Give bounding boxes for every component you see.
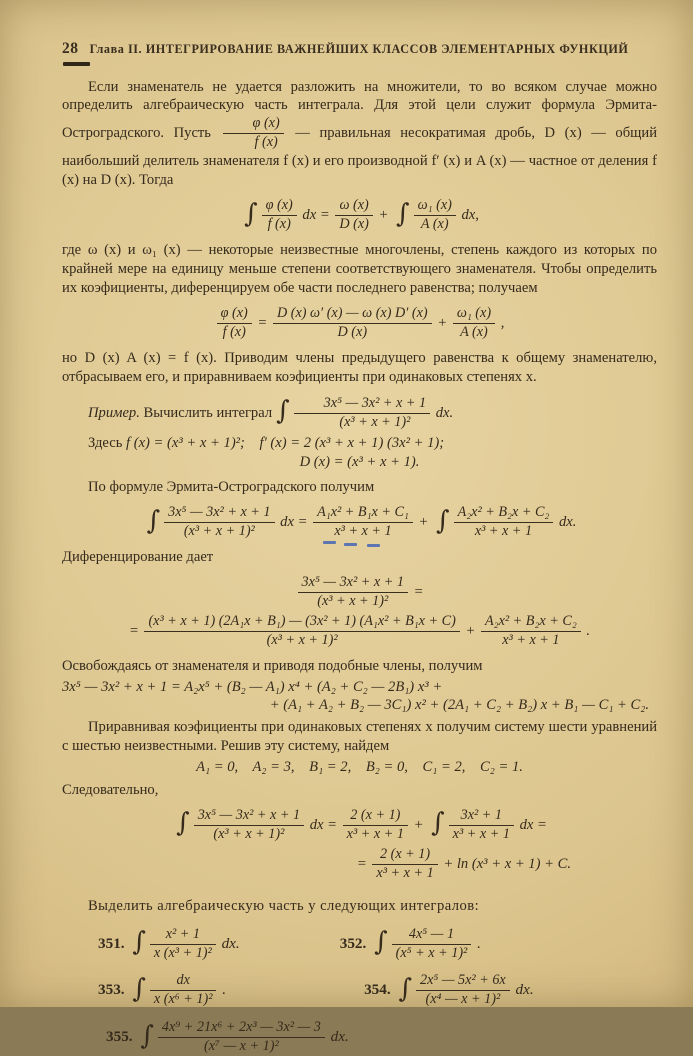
integral-sign: ∫ (374, 927, 388, 957)
fraction-denominator: f (x) (223, 134, 284, 151)
fraction-denominator: D (x) (335, 216, 373, 233)
fraction-numerator: 3x⁵ — 3x² + x + 1 (194, 808, 304, 826)
paragraph-differentiation (62, 548, 657, 567)
example-d-line (62, 453, 657, 472)
text-run: dx. (327, 1028, 349, 1045)
formula-expanded-2 (62, 697, 657, 714)
fraction-numerator: 3x⁵ — 3x² + x + 1 (294, 396, 430, 414)
fraction (416, 973, 510, 1008)
formula-ansatz (62, 504, 657, 541)
fraction-denominator: x³ + x + 1 (481, 632, 581, 649)
text-run: Выделить алгебраическую часть у следующих интегралов: (88, 898, 479, 914)
integral-sign: ∫ (132, 974, 146, 1004)
text-run: + (A₁ + A₂ + B₂ — 3C₁) x² + (2A₁ + C₂ + B₂) x + B₁ — C₁ + C₂. (270, 697, 649, 713)
fraction-denominator: x (x⁶ + 1)² (150, 991, 217, 1008)
text-run: 351. (98, 934, 128, 951)
solution-values (62, 759, 657, 776)
fraction-denominator: f (x) (217, 324, 252, 341)
fraction-denominator: (x³ + x + 1)² (298, 593, 408, 610)
formula-hermite-ostrogradsky (62, 197, 657, 234)
fraction (150, 927, 216, 962)
text-run: Освобождаясь от знаменателя и приводя подобные члены, получим (62, 658, 483, 674)
text-run: + (434, 315, 451, 331)
fraction-numerator: φ (x) (217, 306, 252, 324)
fraction-denominator: (x³ + x + 1)² (294, 414, 430, 431)
fraction-denominator: (x⁷ — x + 1)² (158, 1038, 325, 1055)
exercise-row-1 (62, 926, 657, 963)
page-number: 28 (62, 40, 79, 57)
fraction-numerator: 2x⁵ — 5x² + 6x (416, 973, 510, 991)
text-run: Приравнивая коэфициенты при одинаковых степенях x получим систему шести уравнений с шестью неизвестными. Решив эту систему, найдем (62, 719, 661, 754)
example-line (62, 395, 657, 432)
text-run: dx. (432, 404, 453, 420)
text-run: + (375, 207, 392, 223)
fraction-denominator: (x⁵ + x + 1)² (392, 945, 472, 962)
fraction (194, 808, 304, 843)
fraction-numerator: dx (150, 973, 217, 991)
text-run: 354. (364, 981, 394, 998)
text-run: Пример. (88, 404, 140, 420)
integral-sign: ∫ (276, 396, 290, 426)
fraction-numerator: 3x² + 1 (449, 808, 514, 826)
fraction-denominator: x³ + x + 1 (454, 523, 554, 540)
fraction-numerator: A₂x² + B₂x + C₂ (454, 505, 554, 523)
text-run: dx = (516, 817, 547, 833)
fraction-numerator: ω₁ (x) (414, 198, 456, 216)
fraction-numerator: ω (x) (335, 198, 373, 216)
text-run: . (583, 623, 590, 639)
fraction-denominator: D (x) (273, 324, 432, 341)
text-run: но D (x) A (x) = f (x). Приводим члены предыдущего равенства к общему знаменателю, отбрасываем его, и приравниваем коэфициенты при одинаковых степенях x. (62, 350, 661, 385)
fraction (144, 614, 459, 649)
example-given-line (62, 434, 657, 453)
text-run: где ω (x) и ω₁ (x) — некоторые неизвестные многочлены, степень каждого из которых по крайней мере на единицу меньше степени соответствующего знаменателя. Чтобы определить их коэфициенты, диференцируем обе части последнего равенства; получаем (62, 242, 661, 296)
fraction-pencil-marked (313, 505, 413, 540)
fraction-denominator: x³ + x + 1 (343, 826, 408, 843)
fraction (164, 505, 274, 540)
text-run: — правильная несократимая дробь, D (x) — общий наибольший делитель знаменателя f (x) и его производной f′ (x) и A (x) — частное от деления f (x) на D (x). Тогда (62, 125, 661, 188)
text-run: f (x) = (x³ + x + 1)²; f′ (x) = 2 (x³ + x + 1) (3x² + 1); (126, 435, 444, 451)
text-run: dx. (555, 514, 576, 530)
formula-result-2 (62, 846, 657, 883)
text-run: Здесь (88, 435, 126, 451)
paragraph-freeing (62, 657, 657, 676)
text-run: 3x⁵ — 3x² + x + 1 = A₂x⁵ + (B₂ — A₁) x⁴ + (A₂ + C₂ — 2B₁) x³ + (62, 679, 442, 695)
fraction-numerator: 2 (x + 1) (372, 847, 437, 865)
text-run: dx = (277, 514, 312, 530)
formula-expanded-1 (62, 679, 657, 696)
exercises-heading (62, 897, 657, 916)
fraction-denominator: (x³ + x + 1)² (164, 523, 274, 540)
fraction (273, 306, 432, 341)
page-header (62, 40, 657, 58)
integral-sign: ∫ (398, 974, 412, 1004)
text-run: dx = (299, 207, 334, 223)
fraction-denominator: (x³ + x + 1)² (144, 632, 459, 649)
fraction-numerator: 4x⁹ + 21x⁶ + 2x³ — 3x² — 3 (158, 1020, 325, 1038)
fraction-denominator: (x³ + x + 1)² (194, 826, 304, 843)
fraction-numerator: φ (x) (262, 198, 297, 216)
formula-derivative-rhs (62, 613, 657, 650)
integral-sign: ∫ (244, 199, 258, 229)
integral-sign: ∫ (176, 808, 190, 838)
integral-sign: ∫ (132, 927, 146, 957)
fraction (392, 927, 472, 962)
fraction-denominator: x³ + x + 1 (449, 826, 514, 843)
fraction-numerator: 3x⁵ — 3x² + x + 1 (164, 505, 274, 523)
fraction-numerator: 4x⁵ — 1 (392, 927, 472, 945)
paragraph-omega (62, 241, 657, 298)
fraction (298, 575, 408, 610)
text-run: D (x) = (x³ + x + 1). (300, 454, 420, 470)
fraction-numerator: (x³ + x + 1) (2A₁x + B₁) — (3x² + 1) (A₁x² + B₁x + C) (144, 614, 459, 632)
fraction-numerator: A₂x² + B₂x + C₂ (481, 614, 581, 632)
text-run: = (254, 315, 271, 331)
fraction-denominator: (x⁴ — x + 1)² (416, 991, 510, 1008)
fraction-numerator: D (x) ω′ (x) — ω (x) D′ (x) (273, 306, 432, 324)
text-run: = (410, 584, 424, 600)
fraction-denominator: f (x) (262, 216, 297, 233)
text-run: Если знаменатель не удается разложить на множители, то во всяком случае можно определить алгебраическую часть интеграла. Для этой цели служит формула Эрмита-Остроградского. Пусть (62, 79, 661, 142)
integral-sign: ∫ (396, 199, 410, 229)
paragraph-consequently (62, 781, 657, 800)
text-run: , (497, 315, 504, 331)
fraction-numerator: x² + 1 (150, 927, 216, 945)
fraction-numerator: 3x⁵ — 3x² + x + 1 (298, 575, 408, 593)
page-number-underline (63, 62, 90, 66)
fraction-numerator: φ (x) (223, 116, 284, 134)
fraction (335, 198, 373, 233)
text-run: 355. (106, 1028, 136, 1045)
fraction (454, 505, 554, 540)
text-run: 353. (98, 981, 128, 998)
integral-sign: ∫ (140, 1021, 154, 1051)
formula-derivative-lhs (62, 574, 657, 611)
page-content (62, 78, 657, 1056)
exercise-row-2 (62, 972, 657, 1009)
fraction (481, 614, 581, 649)
text-run: 352. (340, 934, 370, 951)
paragraph-equating (62, 718, 657, 756)
fraction-denominator: A (x) (453, 324, 495, 341)
fraction (262, 198, 297, 233)
fraction (372, 847, 437, 882)
fraction-numerator: A₁x² + B₁x + C₁ (313, 505, 413, 523)
fraction-denominator: x³ + x + 1 (313, 523, 413, 540)
fraction (150, 973, 217, 1008)
text-run: dx. (218, 934, 240, 951)
text-run: = (129, 623, 143, 639)
text-run: dx = (306, 817, 341, 833)
text-run: + (462, 623, 479, 639)
integral-sign: ∫ (431, 808, 445, 838)
text-run: Диференцирование дает (62, 549, 213, 565)
text-run: . (218, 981, 226, 998)
fraction (453, 306, 495, 341)
text-run: = (357, 856, 371, 872)
exercise-row-3 (62, 1019, 657, 1056)
fraction-denominator: A (x) (414, 216, 456, 233)
fraction (217, 306, 252, 341)
fraction (414, 198, 456, 233)
text-run: Следовательно, (62, 782, 158, 798)
text-run: . (473, 934, 481, 951)
integral-sign: ∫ (436, 506, 450, 536)
text-run: + ln (x³ + x + 1) + C. (440, 856, 571, 872)
text-run: A₁ = 0, A₂ = 3, B₁ = 2, B₂ = 0, C₁ = 2, C₂ = 1. (196, 759, 523, 775)
text-run: По формуле Эрмита-Остроградского получим (88, 479, 374, 495)
formula-result-1 (62, 807, 657, 844)
fraction-denominator: x³ + x + 1 (372, 865, 437, 882)
formula-differentiated (62, 305, 657, 342)
paragraph-common-denominator (62, 349, 657, 387)
fraction (294, 396, 430, 431)
intro-paragraph (62, 78, 657, 191)
chapter-title: Глава II. ИНТЕГРИРОВАНИЕ ВАЖНЕЙШИХ КЛАССОВ ЭЛЕМЕНТАРНЫХ ФУНКЦИЙ (90, 42, 629, 56)
fraction (158, 1020, 325, 1055)
fraction (223, 116, 284, 151)
text-run: dx. (512, 981, 534, 998)
fraction (449, 808, 514, 843)
fraction-numerator: 2 (x + 1) (343, 808, 408, 826)
text-run: + (415, 514, 432, 530)
text-run: Вычислить интеграл (140, 404, 272, 420)
fraction-numerator: ω₁ (x) (453, 306, 495, 324)
integral-sign: ∫ (147, 506, 161, 536)
text-run: + (410, 817, 427, 833)
fraction (343, 808, 408, 843)
paragraph-by-formula (62, 478, 657, 497)
fraction-denominator: x (x³ + 1)² (150, 945, 216, 962)
text-run: dx, (458, 207, 479, 223)
